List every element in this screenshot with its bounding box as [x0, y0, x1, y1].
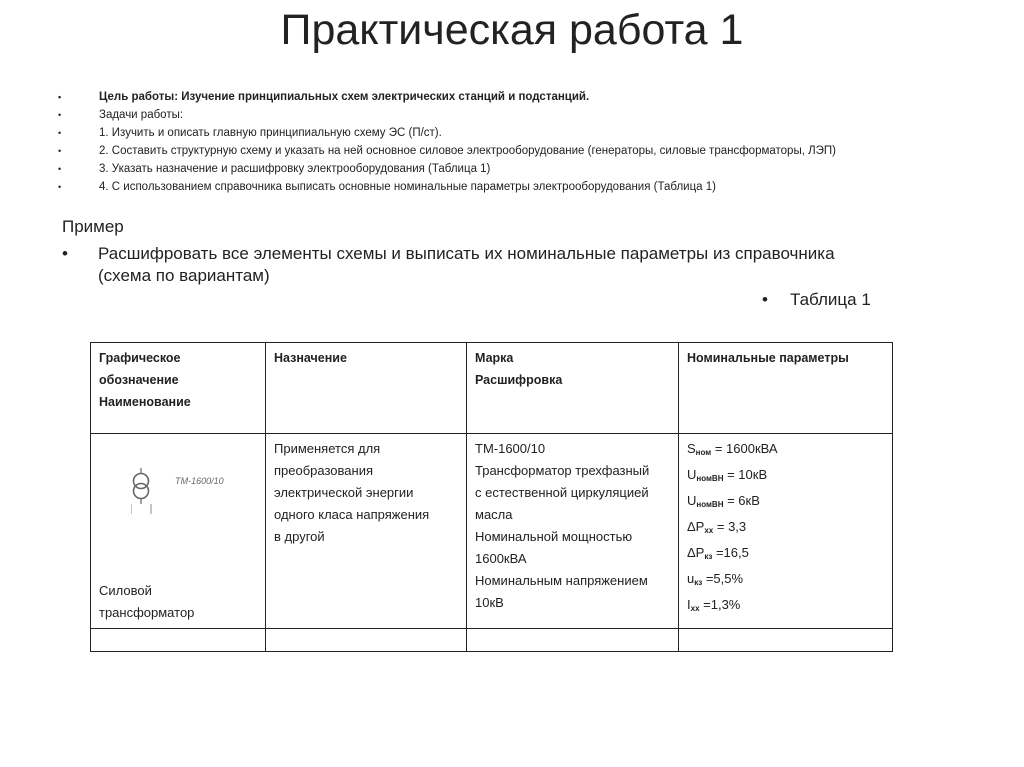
empty-cell: [467, 629, 679, 652]
table-header-row: [91, 343, 893, 434]
header-cell-params: Номинальные параметры: [679, 343, 893, 434]
header-cell-purpose: Назначение: [266, 343, 467, 434]
brand-line: 10кВ: [475, 595, 504, 610]
brand-line: с естественной циркуляцией: [475, 485, 649, 500]
table-row-empty: [91, 629, 893, 652]
goals-list: [58, 88, 836, 196]
header-line: Наименование: [99, 395, 191, 409]
param-line: $U_{номВН} = 6кВ$: [687, 493, 760, 509]
brand-line: 1600кВА: [475, 551, 527, 566]
header-line: обозначение: [99, 373, 179, 387]
empty-cell: [91, 629, 266, 652]
header-cell-brand: [467, 343, 679, 434]
header-line: Марка: [475, 351, 514, 365]
name-line: трансформатор: [99, 605, 195, 620]
bullet: •: [58, 92, 62, 102]
param-line: $I_{хх} =1,3\%$: [687, 597, 741, 613]
equipment-table: [90, 342, 893, 652]
purpose-line: в другой: [274, 529, 325, 544]
purpose-line: электрической энергии: [274, 485, 414, 500]
tasks-heading: Задачи работы:: [99, 109, 184, 121]
bullet: •: [58, 164, 62, 174]
param-line: $\Delta P_{кз} =16,5$: [687, 545, 749, 561]
purpose-line: преобразования: [274, 463, 374, 478]
symbol-caption: ТМ-1600/10: [175, 476, 224, 486]
task-text: 2. Составить структурную схему и указать на ней основное силовое электрооборудование (генераторы, силовые трансформаторы, ЛЭП): [99, 145, 837, 157]
header-cell-symbol: [91, 343, 266, 434]
bullet: •: [62, 244, 68, 263]
table-caption: [762, 290, 871, 310]
empty-cell: [266, 629, 467, 652]
task-text: 1. Изучить и описать главную принципиальную схему ЭС (П/ст).: [99, 127, 442, 139]
list-item: [58, 142, 836, 160]
bullet: •: [762, 290, 768, 309]
param-line: $U_{номВН} = 10кВ$: [687, 467, 768, 483]
table-row: [91, 434, 893, 629]
list-item: [58, 178, 836, 196]
purpose-line: одного класа напряжения: [274, 507, 430, 522]
brand-line: ТМ-1600/10: [475, 441, 546, 456]
bullet: •: [58, 182, 62, 192]
symbol-cell: [91, 434, 266, 629]
brand-line: Номинальным напряжением: [475, 573, 648, 588]
bullet: •: [58, 128, 62, 138]
example-bullet: [62, 243, 852, 287]
bullet: •: [58, 146, 62, 156]
goal-text: Цель работы: Изучение принципиальных схем электрических станций и подстанций.: [99, 91, 590, 103]
param-line: $S_{ном} = 1600кВА$: [687, 441, 778, 457]
brand-line: масла: [475, 507, 513, 522]
param-line: $\Delta P_{хх} = 3,3$: [687, 519, 747, 535]
param-line: $u_{кз} =5,5\%$: [687, 571, 744, 587]
example-text: Расшифровать все элементы схемы и выписать их номинальные параметры из справочника (схема по вариантам): [98, 244, 835, 285]
slide-title: Практическая работа 1: [280, 6, 744, 54]
bullet: •: [58, 110, 62, 120]
purpose-cell: [266, 434, 467, 629]
list-item: [58, 160, 836, 178]
header-line: Расшифровка: [475, 373, 563, 387]
table-caption-text: Таблица 1: [789, 290, 871, 309]
list-item: [58, 106, 836, 124]
task-text: 3. Указать назначение и расшифровку электрооборудования (Таблица 1): [99, 163, 491, 175]
name-line: Силовой: [99, 583, 152, 598]
task-text: 4. С использованием справочника выписать основные номинальные параметры электрооборудования (Таблица 1): [99, 181, 716, 193]
brand-line: Трансформатор трехфазный: [475, 463, 650, 478]
transformer-symbol-icon: [131, 466, 241, 516]
header-line: Графическое: [99, 351, 181, 365]
list-item: [58, 124, 836, 142]
params-cell: [679, 434, 893, 629]
purpose-line: Применяется для: [274, 441, 381, 456]
brand-line: Номинальной мощностью: [475, 529, 633, 544]
empty-cell: [679, 629, 893, 652]
example-heading: Пример: [62, 217, 124, 236]
list-item: [58, 88, 836, 106]
brand-cell: [467, 434, 679, 629]
